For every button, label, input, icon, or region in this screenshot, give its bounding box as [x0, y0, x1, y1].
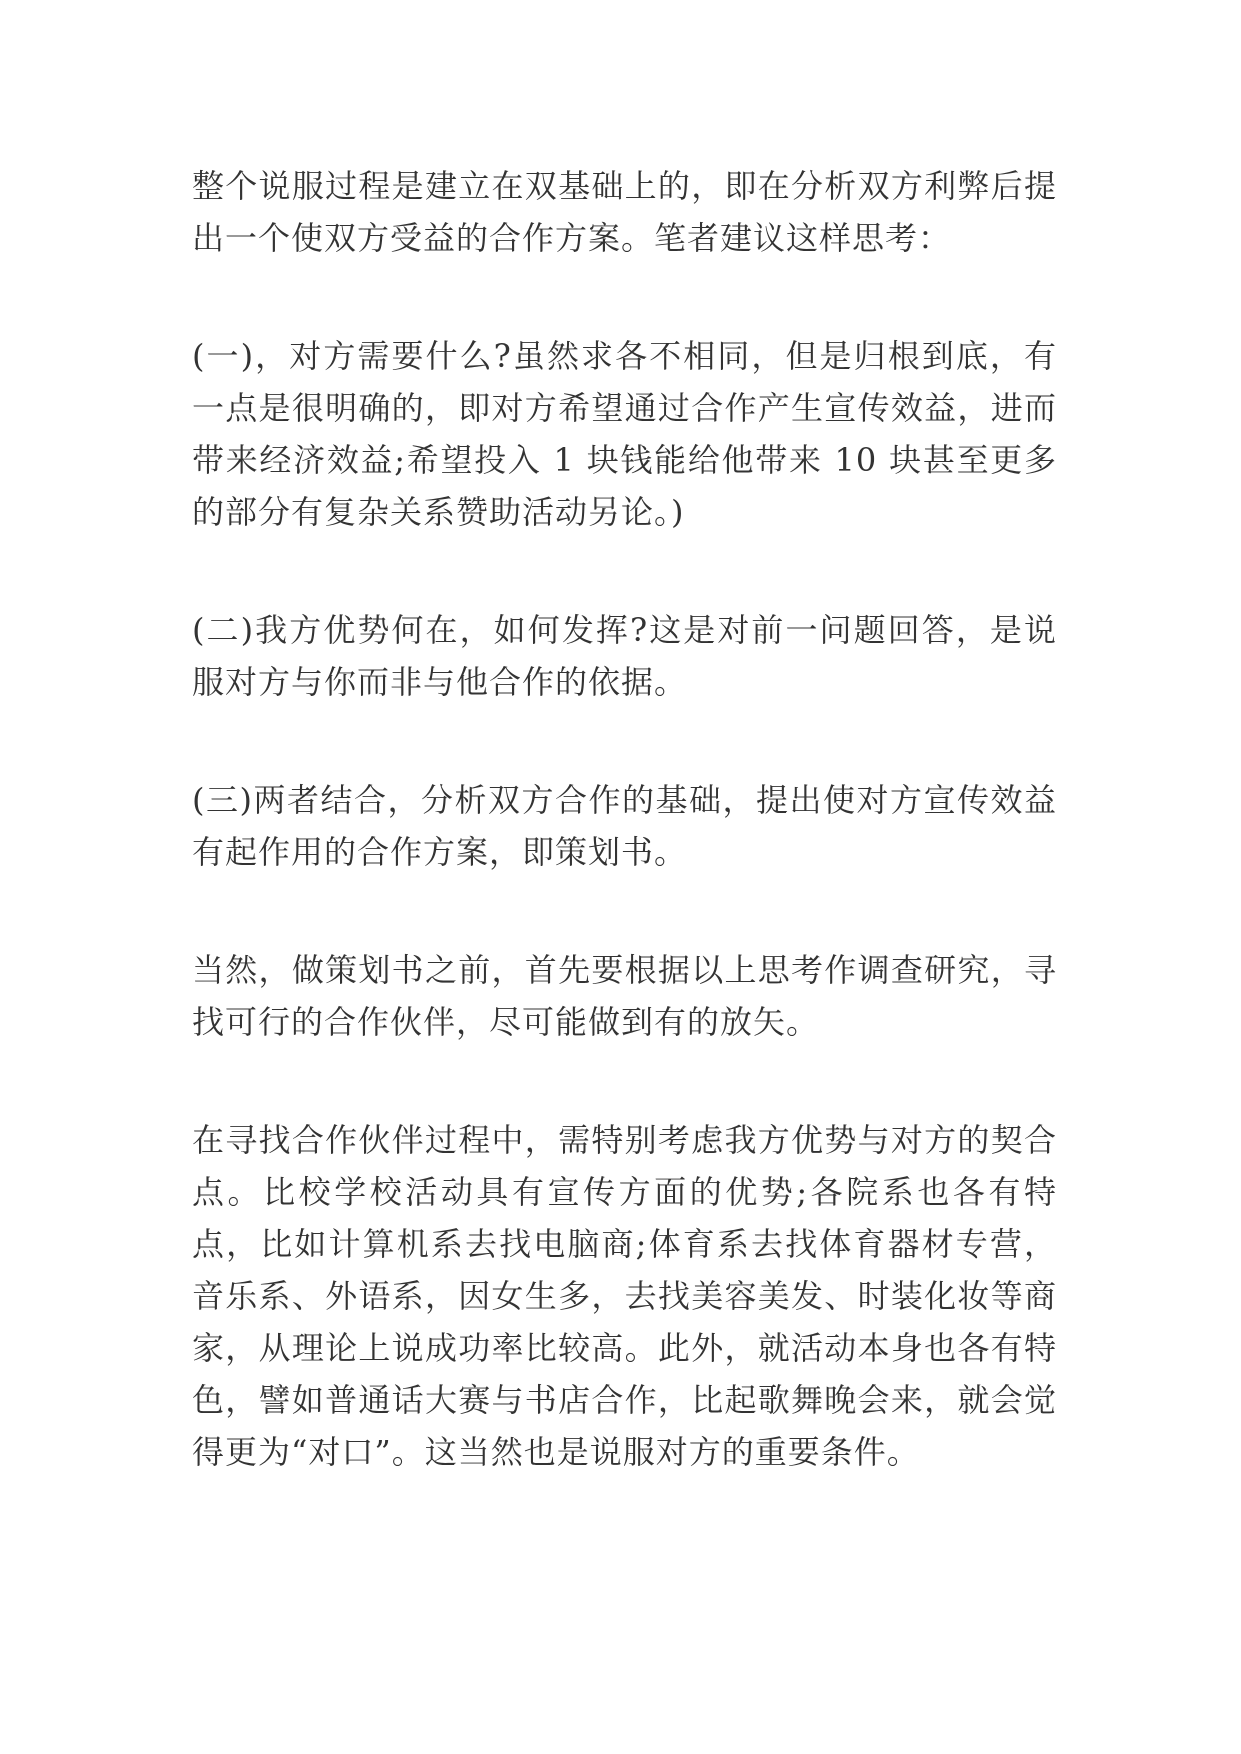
- paragraph-point-two: (二)我方优势何在，如何发挥?这是对前一问题回答，是说服对方与你而非与他合作的依据。: [192, 611, 1057, 701]
- paragraph-point-one: (一)，对方需要什么?虽然求各不相同，但是归根到底，有一点是很明确的，即对方希望通过合作产生宣传效益，进而带来经济效益;希望投入 1 块钱能给他带来 10 块甚至更多的部分有复杂关系赞助活动另论。): [192, 337, 1057, 531]
- paragraph-research: 当然，做策划书之前，首先要根据以上思考作调查研究，寻找可行的合作伙伴，尽可能做到有的放矢。: [192, 951, 1057, 1041]
- document-body: [192, 160, 1057, 1544]
- paragraph-intro: 整个说服过程是建立在双基础上的，即在分析双方利弊后提出一个使双方受益的合作方案。笔者建议这样思考：: [192, 167, 1057, 257]
- paragraph-partners: 在寻找合作伙伴过程中，需特别考虑我方优势与对方的契合点。比校学校活动具有宣传方面的优势;各院系也各有特点，比如计算机系去找电脑商;体育系去找体育器材专营，音乐系、外语系，因女生多，去找美容美发、时装化妆等商家，从理论上说成功率比较高。此外，就活动本身也各有特色，譬如普通话大赛与书店合作，比起歌舞晚会来，就会觉得更为“对口”。这当然也是说服对方的重要条件。: [192, 1121, 1057, 1471]
- paragraph-point-three: (三)两者结合，分析双方合作的基础，提出使对方宣传效益有起作用的合作方案，即策划书。: [192, 781, 1057, 871]
